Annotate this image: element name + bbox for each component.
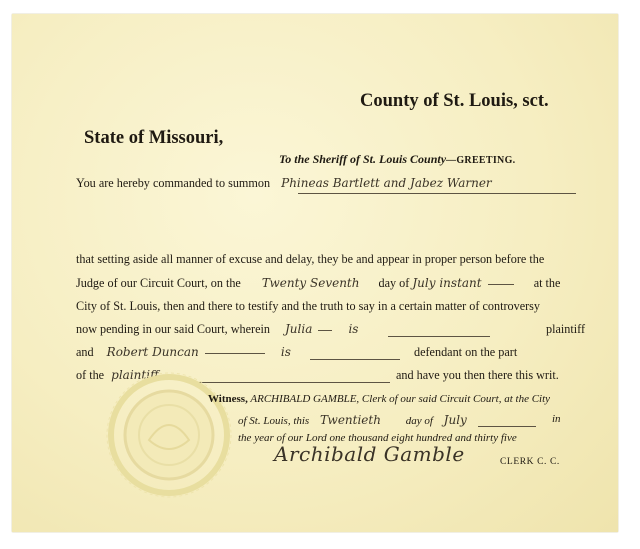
- plaintiff-rule: [388, 336, 490, 337]
- witness-label: Witness,: [208, 393, 248, 405]
- body-line-3: City of St. Louis, then and there to testify and the truth to say in a certain matter of controversy: [76, 299, 541, 313]
- witness-text-2c: in: [552, 413, 561, 425]
- line2-text-c: at the: [533, 276, 561, 290]
- witness-day: Twentieth: [319, 413, 381, 427]
- witness-text-1: ARCHIBALD GAMBLE, Clerk of our said Circuit Court, at the City: [250, 393, 551, 405]
- state-heading: State of Missouri,: [84, 128, 224, 148]
- body-line-1: that setting aside all manner of excuse and delay, they be and appear in proper person before the: [76, 252, 545, 266]
- witness-text-2a: of St. Louis, this: [238, 415, 310, 427]
- line2-text-a: Judge of our Circuit Court, on the: [76, 276, 241, 290]
- body-line-2: [76, 276, 560, 291]
- party-name: plaintiff: [111, 368, 159, 382]
- line2-text-b: day of: [378, 276, 410, 290]
- dash: [205, 353, 265, 354]
- sheriff-address: [279, 152, 515, 167]
- defendant-rule: [310, 359, 400, 360]
- month-rule: [478, 426, 536, 427]
- body-line-5: [76, 345, 291, 360]
- sheriff-line: To the Sheriff of St. Louis County: [279, 152, 447, 166]
- names-rule: [298, 193, 576, 194]
- clerk-signature: Archibald Gamble: [274, 442, 465, 466]
- appearance-month: July instant: [412, 276, 482, 290]
- dash: [488, 284, 514, 285]
- summon-line: [76, 176, 492, 191]
- witness-text-2b: day of: [405, 415, 433, 427]
- witness-line-1: [208, 393, 550, 405]
- defendant-name: Robert Duncan: [106, 345, 199, 359]
- witness-line-3: the year of our Lord one thousand eight hundred and thirty five: [238, 432, 517, 444]
- plaintiff-is: is: [348, 322, 359, 336]
- dash: [318, 330, 332, 331]
- line5-text-a: and: [76, 345, 94, 359]
- line4-text-a: now pending in our said Court, wherein: [76, 322, 270, 336]
- line6-text-a: of the: [76, 368, 105, 382]
- writ-closing: and have you then there this writ.: [396, 368, 559, 382]
- defendant-label: defendant on the part: [414, 345, 518, 359]
- court-seal-icon: [104, 370, 234, 500]
- county-heading: County of St. Louis, sct.: [360, 91, 549, 111]
- body-line-4: [76, 322, 358, 337]
- appearance-day: Twenty Seventh: [261, 276, 360, 290]
- witness-month: July: [443, 413, 467, 427]
- plaintiff-name: Julia: [285, 322, 313, 336]
- clerk-title: CLERK C. C.: [500, 457, 560, 467]
- witness-line-2: [238, 413, 467, 427]
- greeting: —GREETING.: [446, 155, 516, 166]
- witness-names: Phineas Bartlett and Jabez Warner: [281, 176, 492, 190]
- summon-text: You are hereby commanded to summon: [76, 176, 271, 190]
- document-page: [12, 14, 618, 532]
- plaintiff-label: plaintiff: [546, 322, 586, 336]
- defendant-is: is: [280, 345, 291, 359]
